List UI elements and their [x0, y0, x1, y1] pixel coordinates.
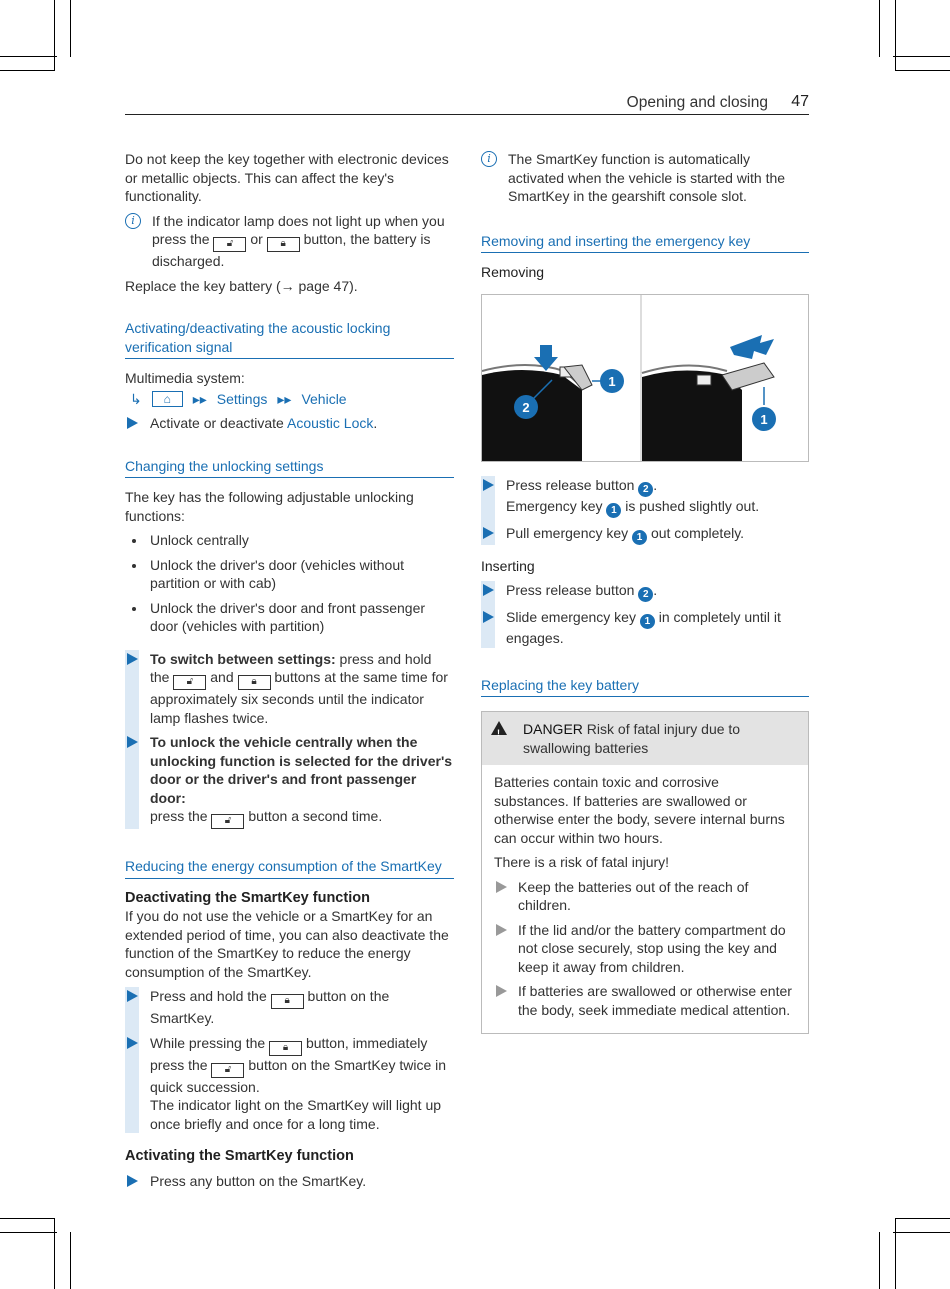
step-item: Press release button 2 .: [481, 581, 809, 602]
crop-mark: [54, 0, 55, 71]
paragraph: There is a risk of fatal injury!: [494, 854, 670, 870]
info-note: i If the indicator lamp does not light up when you press the 🔓︎ or 🔒︎ button, the battery is discharged.: [125, 212, 454, 271]
step-item: If batteries are swallowed or otherwise enter the body, seek immediate medical attention.: [494, 982, 796, 1019]
unlock-button-icon: 🔓︎: [211, 1063, 244, 1078]
step-arrow-icon: [127, 990, 138, 1002]
callout-1-icon: 1: [606, 503, 621, 518]
section-heading: Changing the unlocking settings: [125, 457, 454, 479]
crop-mark: [0, 1218, 55, 1219]
step-item: Press any button on the SmartKey.: [125, 1172, 454, 1191]
crop-mark: [893, 1232, 950, 1233]
lock-button-icon: 🔒︎: [269, 1041, 302, 1056]
info-icon: i: [125, 213, 141, 229]
crop-mark: [895, 1218, 896, 1289]
crop-mark: [0, 1232, 57, 1233]
subheading: Activating the SmartKey function: [125, 1148, 354, 1164]
list-item: Unlock centrally: [125, 531, 454, 550]
svg-text:2: 2: [522, 399, 530, 415]
step-arrow-icon: [127, 1037, 138, 1049]
danger-box: [481, 711, 809, 1034]
right-column: [481, 150, 809, 1034]
lock-button-icon: 🔒︎: [238, 675, 271, 690]
double-chevron-icon: ▸▸: [192, 390, 207, 407]
step-item: Activate or deactivate Acoustic Lock.: [125, 414, 454, 433]
paragraph: Multimedia system:: [125, 370, 245, 386]
step-arrow-icon: [127, 417, 138, 429]
step-arrow-icon: [483, 611, 494, 623]
warning-triangle-icon: !: [491, 721, 507, 735]
crop-mark: [895, 0, 896, 71]
crop-mark: [879, 0, 880, 57]
crop-mark: [54, 1218, 55, 1289]
section-heading: Replacing the key battery: [481, 676, 809, 698]
section-heading: Removing and inserting the emergency key: [481, 232, 809, 254]
unlock-button-icon: 🔓︎: [211, 814, 244, 829]
subheading: Inserting: [481, 557, 535, 574]
home-icon: ⌂: [152, 391, 183, 407]
section-title: Opening and closing: [626, 94, 768, 111]
crop-mark: [895, 1218, 950, 1219]
danger-header: [482, 712, 808, 765]
step-item: Keep the batteries out of the reach of children.: [494, 878, 796, 915]
step-arrow-icon: [496, 924, 507, 936]
step-arrow-icon: [483, 584, 494, 596]
list-item: Unlock the driver's door and front passenger door (vehicles with partition): [125, 599, 454, 636]
arrow-icon: ↳: [130, 390, 142, 407]
step-arrow-icon: [483, 527, 494, 539]
section-heading: Reducing the energy consumption of the SmartKey: [125, 857, 454, 879]
subheading: Removing: [481, 264, 545, 280]
menu-vehicle: Vehicle: [301, 390, 347, 407]
crop-mark: [895, 70, 950, 71]
step-item: Press and hold the 🔒︎ button on the SmartKey.: [125, 987, 454, 1028]
callout-2-icon: 2: [638, 482, 653, 497]
danger-body: [482, 765, 808, 1033]
section-heading: Activating/deactivating the acoustic locking verification signal: [125, 319, 454, 359]
paragraph: Batteries contain toxic and corrosive substances. If batteries are swallowed or otherwise enter the body, severe internal burns can occur within two hours.: [494, 774, 785, 846]
paragraph: Replace the key battery (→ page 47).: [125, 277, 358, 294]
emergency-key-illustration: [481, 294, 809, 462]
left-column: [125, 150, 454, 1196]
step-arrow-icon: [496, 985, 507, 997]
crop-mark: [893, 56, 950, 57]
list-item: Unlock the driver's door (vehicles without partition or with cab): [125, 556, 454, 593]
unlock-button-icon: 🔓︎: [213, 237, 246, 252]
svg-text:1: 1: [608, 373, 616, 389]
key-removal-figure: [482, 295, 808, 461]
step-arrow-icon: [127, 736, 138, 748]
menu-settings: Settings: [216, 390, 268, 407]
step-item: While pressing the 🔒︎ button, immediately press the 🔓︎ button on the SmartKey twice in quick succession. The indicator light on the SmartKey will light up once briefly and once for a long time.: [125, 1034, 454, 1134]
step-item: If the lid and/or the battery compartment do not close securely, stop using the key and keep it away from children.: [494, 921, 796, 977]
paragraph: If you do not use the vehicle or a SmartKey for an extended period of time, you can also deactivate the function of the SmartKey to reduce the energy consumption of the SmartKey.: [125, 908, 449, 980]
crop-mark: [0, 56, 57, 57]
step-item: To unlock the vehicle centrally when the unlocking function is selected for the driver's door or the driver's and front passenger door: press the 🔓︎ button a second time.: [125, 733, 454, 829]
svg-text:1: 1: [760, 411, 768, 427]
unlock-button-icon: 🔓︎: [173, 675, 206, 690]
page-number: 47: [791, 93, 809, 110]
info-icon: i: [481, 151, 497, 167]
callout-1-icon: 1: [632, 530, 647, 545]
double-chevron-icon: ▸▸: [277, 390, 292, 407]
callout-1-icon: 1: [640, 614, 655, 629]
paragraph: Do not keep the key together with electronic devices or metallic objects. This can affect the key's functionality.: [125, 151, 449, 204]
step-item: To switch between settings: press and hold the 🔓︎ and 🔒︎ buttons at the same time for approximately six seconds until the indicator lamp flashes twice.: [125, 650, 454, 728]
step-arrow-icon: [483, 479, 494, 491]
step-item: Pull emergency key 1 out completely.: [481, 524, 809, 545]
step-item: Press release button 2 . Emergency key 1 is pushed slightly out.: [481, 476, 809, 518]
page-header: [125, 94, 809, 115]
info-note: i The SmartKey function is automatically activated when the vehicle is started with the SmartKey in the gearshift console slot.: [481, 150, 809, 206]
step-arrow-icon: [127, 653, 138, 665]
menu-path: [130, 390, 454, 409]
lock-button-icon: 🔒︎: [267, 237, 300, 252]
step-arrow-icon: [127, 1175, 138, 1187]
crop-mark: [879, 1232, 880, 1289]
callout-2-icon: 2: [638, 587, 653, 602]
subheading: Deactivating the SmartKey function: [125, 889, 370, 906]
crop-mark: [0, 70, 55, 71]
crop-mark: [70, 0, 71, 57]
step-item: Slide emergency key 1 in completely until it engages.: [481, 608, 809, 648]
lock-button-icon: 🔒︎: [271, 994, 304, 1009]
danger-label: DANGER: [523, 721, 583, 737]
danger-title: Risk of fatal injury due to swallowing batteries: [523, 721, 741, 756]
step-arrow-icon: [496, 881, 507, 893]
paragraph: The key has the following adjustable unlocking functions:: [125, 489, 414, 524]
crop-mark: [70, 1232, 71, 1289]
